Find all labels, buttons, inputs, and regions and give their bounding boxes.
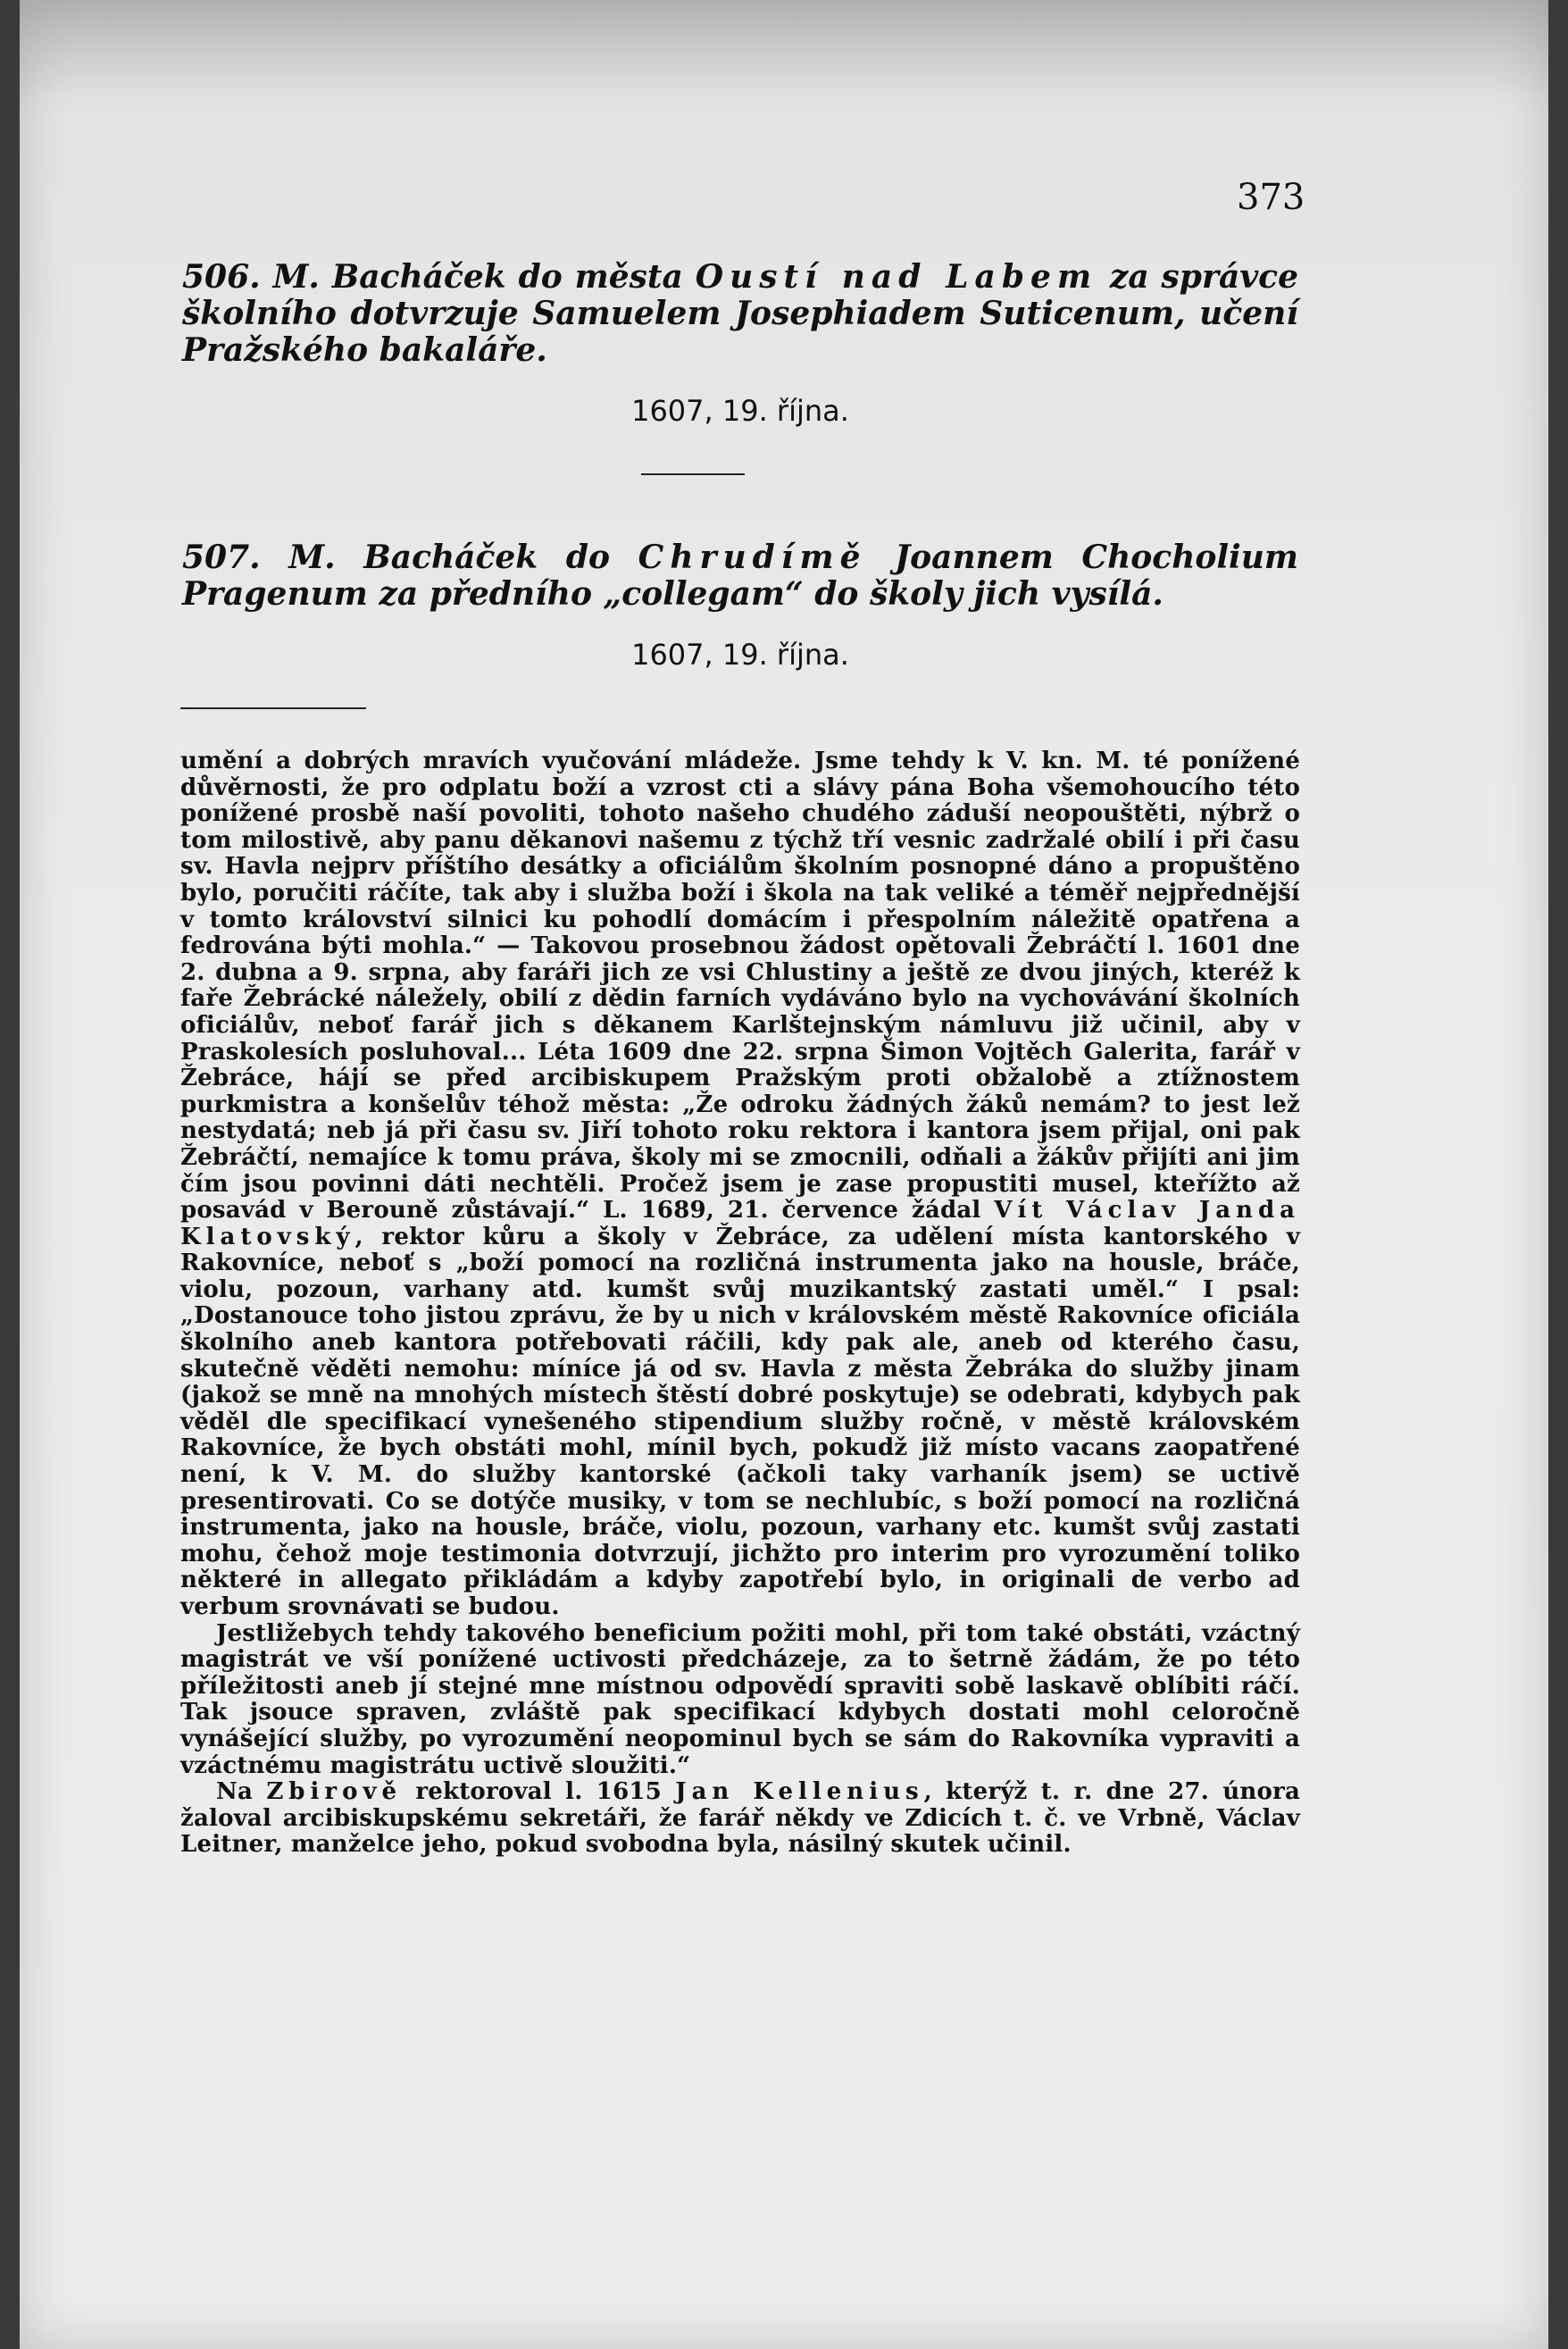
entry-507-title-part1: M. Bacháček do xyxy=(288,539,638,576)
entry-507-place: Chrudímě xyxy=(638,539,867,576)
entry-506-date: 1607, 19. října. xyxy=(631,394,849,428)
entry-506-number: 506. xyxy=(182,258,261,296)
body-p1-part-a: umění a dobrých mravích vyučování mládeže. Jsme tehdy k V. kn. M. té ponížené důvěrnosti, že pro odplatu boží a vzrost cti a slávy pána Boha všemohoucího této ponížené prosbě naší povoliti, tohoto našeho chudého záduší neopouštěti, nýbrž o tom milostivě, aby panu děkanovi našemu z týchž tří vesnic zadržalé obilí i při času sv. Havla nejprv příštího desátky a oficiálům školním posnopné dáno a propuštěno bylo, poručiti ráčíte, tak aby i služba boží i škola na tak veliké a téměř nejpřednější v tomto království silnici ku pohodlí domácím i přespolním náležitě opatřena a fedrována býti mohla.“ — Takovou prosebnou žádost opětovali Žebráčtí l. 1601 dne 2. dubna a 9. srpna, aby faráři jich ze vsi Chlustiny a ještě ze dvou jiných, kteréž k faře Žebrácké náležely, obilí z dědin farních vydáváno bylo na vychovávání školních oficiálův, neboť farář jich s děkanem Karlštejnským námluvu již učinil, aby v Praskolesích posluhoval... Léta 1609 dne 22. srpna Šimon Vojtěch Galerita, farář v Žebráce, hájí se před arcibiskupem Pražským proti obžalobě a ztížnostem purkmistra a konšelův téhož města: „Že odroku žádných žáků nemám? to jest lež nestydatá; neb já při času sv. Jiří tohoto roku rektora i kantora jsem přijal, oni pak Žebráčtí, nemajíce k tomu práva, školy mi se zmocnili, odňali a žákův přijíti ani jim čím jsou povinni dáti nechtěli. Pročež jsem je zase propustiti musel, kteřížto až posavád v Berouně zůstávají.“ L. 1689, 21. července žádal xyxy=(180,748,1300,1225)
entry-507 xyxy=(182,539,1298,672)
body-p1-part-b: , rektor kůru a školy v Žebráce, za udělení místa kantorského v Rakovníce, neboť s „boží pomocí na rozličná instrumenta jako na housle, bráče, violu, pozoun, varhany atd. kumšt svůj muzikantský zastati uměl.“ I psal: „Dostanouce toho jistou zprávu, že by u nich v královském městě Rakovníce oficiála školního aneb kantora potřebovati ráčili, kdy pak ale, aneb od kterého času, skutečně věděti nemohu: míníce já od sv. Havla z města Žebráka do služby jinam (jakož se mně na mnohých místech štěstí dobré poskytuje) se odebrati, kdybych pak věděl dle specifikací vynešeného stipendium služby ročně, v městě královském Rakovníce, že bych obstáti mohl, mínil bych, pokudž již místo vacans zaopatřené není, k V. M. do služby kantorské (ačkoli taky varhaník jsem) se uctivě presentirovati. Co se dotýče musiky, v tom se nechlubíc, s boží pomocí na rozličná instrumenta, jako na housle, bráče, violu, pozoun, varhany etc. kumšt svůj zastati mohu, čehož moje testimonia dotvrzují, jichžto pro interim pro vyrozumění toliko některé in allegato přikládám a kdyby zapotřebí bylo, in originali de verbo ad verbum srovnávati se budou. xyxy=(180,1223,1300,1620)
body-name-kellenius: Jan Kellenius xyxy=(675,1778,924,1806)
body-paragraph-3 xyxy=(180,1779,1300,1859)
footnote-rule xyxy=(180,707,366,709)
body-p3-part-a: Na xyxy=(216,1778,267,1806)
entry-507-number: 507. xyxy=(182,539,261,576)
body-p3-part-b: rektoroval l. 1615 xyxy=(402,1778,676,1806)
entry-507-date: 1607, 19. října. xyxy=(631,638,849,672)
body-place-zbirov: Zbirově xyxy=(266,1778,403,1806)
body-paragraph-2: Jestližebych tehdy takového beneficium požiti mohl, při tom také obstáti, vzáctný magistrát ve vší ponížené uctivosti předcházeje, za to šetrně žádám, že po této příležitosti aneb jí stejné mne místnou odpovědí spraviti sobě laskavě oblíbiti ráčí. Tak jsouce spraven, zvláště pak specifikací kdybych dostati mohl celoročně vynášející služby, po vyrozumění neopominul bych se sám do Rakovníka vypraviti a vzáctnému magistrátu uctivě sloužiti.“ xyxy=(180,1619,1300,1779)
entry-506 xyxy=(182,259,1298,428)
entry-506-place: Oustí nad Labem xyxy=(695,258,1098,296)
entry-506-title-part1: M. Bacháček do města xyxy=(272,258,696,296)
entry-506-title xyxy=(182,259,1298,369)
divider-rule xyxy=(641,473,745,475)
page-number: 373 xyxy=(1237,177,1305,218)
entry-506-title-part2: za správce školního dotvrzuje Samuelem Josephiadem Suticenum, učení Pražského bakaláře. xyxy=(182,258,1299,369)
body-paragraph-1 xyxy=(180,748,1300,1621)
document-page xyxy=(20,0,1548,2349)
body-p3-part-c: , kterýž t. r. dne 27. února žaloval arcibiskupskému sekretáři, že farář někdy ve Zdicích t. č. ve Vrbně, Václav Leitner, manželce jeho, pokud svobodna byla, násilný skutek učinil. xyxy=(180,1778,1301,1859)
scan-noise-top xyxy=(20,0,1548,98)
continuation-text xyxy=(180,748,1300,1859)
entry-507-title-part2: Joannem Chocholium Pragenum za předního „collegam“ do školy jich vysílá. xyxy=(182,539,1298,613)
body-name-janda: Vít Václav Janda Klatovský xyxy=(180,1197,1300,1250)
entry-507-title xyxy=(182,539,1298,613)
